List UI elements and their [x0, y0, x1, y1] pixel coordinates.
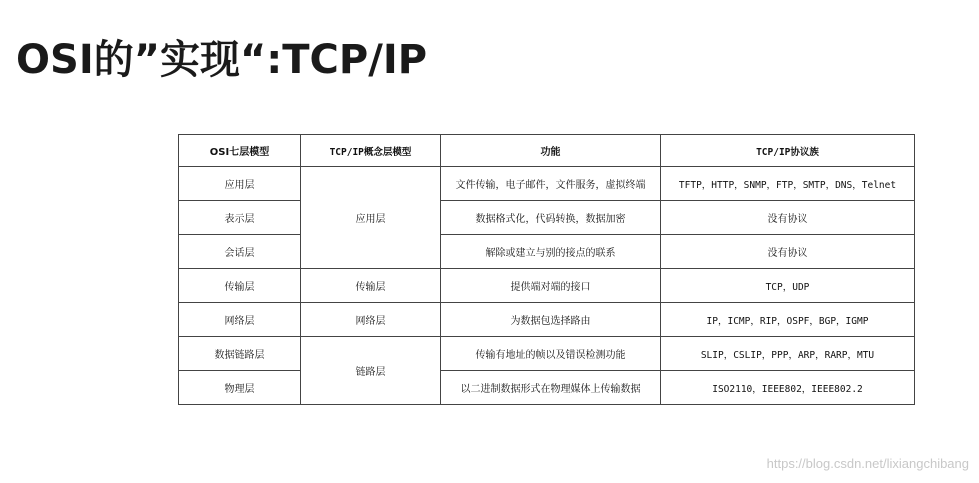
tcpip-layer-cell: 传输层 — [301, 269, 441, 303]
protocol-cell: ISO2110，IEEE802，IEEE802.2 — [661, 371, 915, 405]
function-cell: 以二进制数据形式在物理媒体上传输数据 — [441, 371, 661, 405]
header-osi-model: OSI七层模型 — [179, 135, 301, 167]
protocol-cell: SLIP，CSLIP，PPP，ARP，RARP，MTU — [661, 337, 915, 371]
table-row — [179, 167, 915, 201]
osi-layer-cell: 表示层 — [179, 201, 301, 235]
osi-layer-cell: 物理层 — [179, 371, 301, 405]
function-cell: 数据格式化，代码转换，数据加密 — [441, 201, 661, 235]
osi-layer-cell: 传输层 — [179, 269, 301, 303]
table-header-row — [179, 135, 915, 167]
tcpip-layer-cell: 链路层 — [301, 337, 441, 405]
header-protocol-suite: TCP/IP协议族 — [661, 135, 915, 167]
watermark: https://blog.csdn.net/lixiangchibang — [766, 456, 969, 471]
table-row — [179, 303, 915, 337]
function-cell: 解除或建立与别的接点的联系 — [441, 235, 661, 269]
table-row — [179, 269, 915, 303]
tcpip-layer-cell: 应用层 — [301, 167, 441, 269]
protocol-cell: IP，ICMP，RIP，OSPF，BGP，IGMP — [661, 303, 915, 337]
table-row — [179, 337, 915, 371]
table-row — [179, 235, 915, 269]
header-function: 功能 — [441, 135, 661, 167]
osi-layer-cell: 数据链路层 — [179, 337, 301, 371]
function-cell: 传输有地址的帧以及错误检测功能 — [441, 337, 661, 371]
protocol-cell: 没有协议 — [661, 201, 915, 235]
function-cell: 为数据包选择路由 — [441, 303, 661, 337]
protocol-cell: TFTP，HTTP，SNMP，FTP，SMTP，DNS，Telnet — [661, 167, 915, 201]
function-cell: 提供端对端的接口 — [441, 269, 661, 303]
header-tcpip-model: TCP/IP概念层模型 — [301, 135, 441, 167]
table-row — [179, 371, 915, 405]
osi-layer-cell: 会话层 — [179, 235, 301, 269]
page-title: OSI的”实现“:TCP/IP — [16, 37, 428, 83]
protocol-cell: 没有协议 — [661, 235, 915, 269]
tcpip-layer-cell: 网络层 — [301, 303, 441, 337]
osi-layer-cell: 应用层 — [179, 167, 301, 201]
protocol-table — [178, 134, 915, 405]
protocol-cell: TCP，UDP — [661, 269, 915, 303]
table-row — [179, 201, 915, 235]
function-cell: 文件传输，电子邮件，文件服务，虚拟终端 — [441, 167, 661, 201]
osi-layer-cell: 网络层 — [179, 303, 301, 337]
